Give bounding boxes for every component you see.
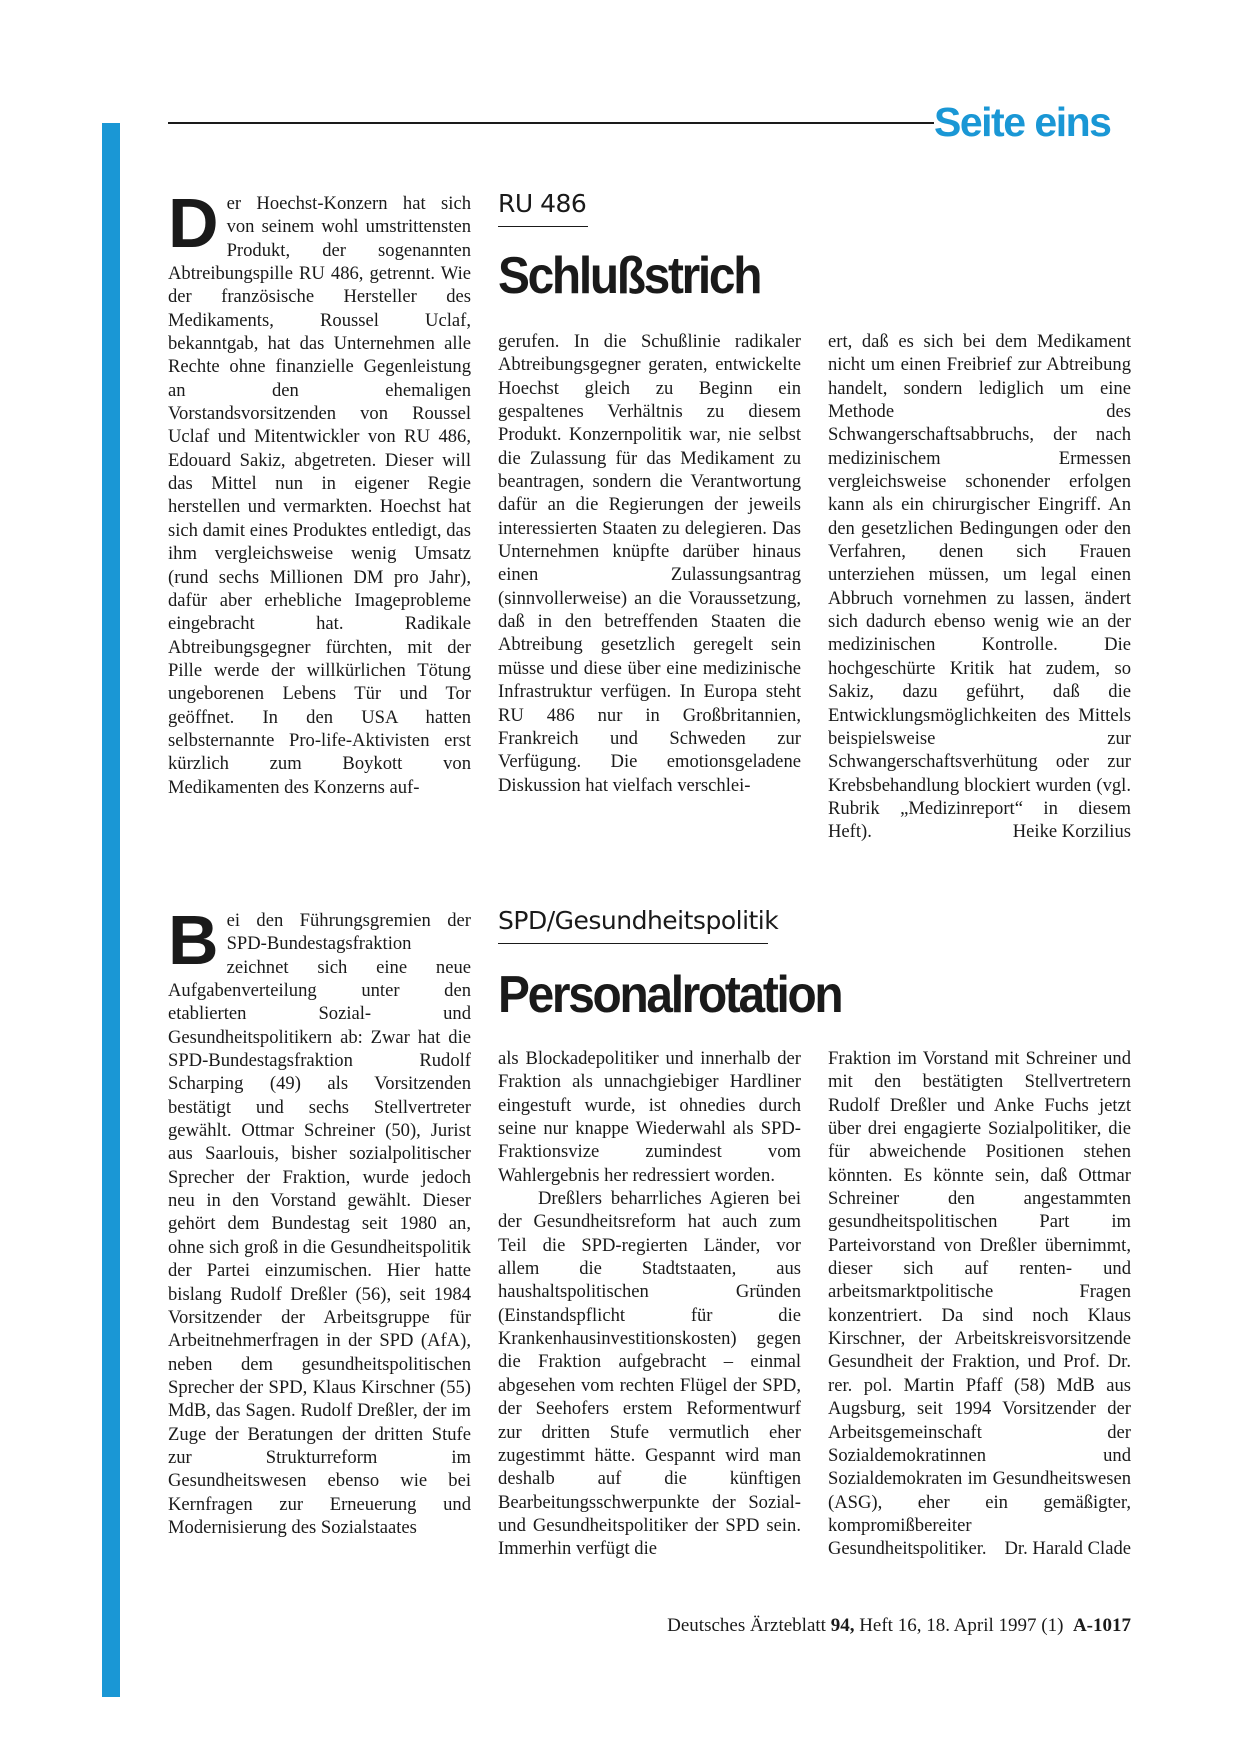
- article2-col2-paragraph-2: Dreßlers beharrliches Agieren bei der Gesundheitsreform hat auch zum Teil die SPD-regierten Länder, vor allem die Stadtstaaten, aus haushaltspolitischen Gründen (Einstandspflicht für die Krankenhausinvestitionskosten) gegen die Fraktion aufgebracht – einmal abgesehen vom rechten Flügel der SPD, der Seehofers erstem Reformentwurf zur dritten Stufe vermutlich eher zugestimmt hätte. Gespannt wird man deshalb auf die künftigen Bearbeitungsschwerpunkte der Sozial- und Gesundheitspolitiker der SPD sein. Immerhin verfügt die: [498, 1188, 801, 1560]
- article1-author: Heike Korzilius: [1012, 821, 1131, 843]
- article1-kicker: RU 486: [498, 189, 587, 218]
- section-title: Seite eins: [934, 99, 1111, 145]
- footer-journal: Deutsches Ärzteblatt: [667, 1615, 826, 1636]
- accent-side-bar: [102, 123, 120, 1697]
- article2-col3-text: Fraktion im Vorstand mit Schreiner und mit den bestätigten Stellvertretern Rudolf Dreßler und Anke Fuchs jetzt über drei engagierte Sozialpolitiker, die für abweichende Positionen stehen könnten. Es könnte sein, daß Ottmar Schreiner den angestammten gesundheitspolitischen Part im Parteivorstand von Dreßler übernimmt, dieser sich auf renten- und arbeitsmarktpolitische Fragen konzentriert. Da sind noch Klaus Kirschner, der Arbeitskreisvorsitzende Gesundheit der Fraktion, und Prof. Dr. rer. pol. Martin Pfaff (58) MdB aus Augsburg, seit 1994 Vorsitzender der Arbeitsgemeinschaft der Sozialdemokratinnen und Sozialdemokraten im Gesundheitswesen (ASG), eher ein gemäßigter, kompromißbereiter Gesundheitspolitiker.: [828, 1048, 1131, 1560]
- article1-dropcap: D: [168, 184, 219, 262]
- article2-col2-paragraph-1: als Blockadepolitiker und innerhalb der Fraktion als unnachgiebiger Hardliner eingestuft wurde, ist ohnedies durch seine nur knappe Wiederwahl als SPD-Fraktionsvize zumindest vom Wahlergebnis her redressiert worden.: [498, 1048, 801, 1186]
- article1-headline: Schlußstrich: [498, 247, 761, 305]
- article2-col1-text: ei den Führungsgremien der SPD-Bundestagsfraktion zeichnet sich eine neue Aufgabenverteilung unter den etablierten Sozial- und Gesundheitspolitikern ab: Zwar hat die SPD-Bundestagsfraktion Rudolf Scharping (49) als Vorsitzenden bestätigt und sechs Stellvertreter gewählt. Ottmar Schreiner (50), Jurist aus Saarlouis, bisher sozialpolitischer Sprecher der Fraktion, wurde jedoch neu in den Vorstand gewählt. Dieser gehört dem Bundestag seit 1980 an, ohne sich groß in die Gesundheitspolitik der Partei einzumischen. Hier hatte bislang Rudolf Dreßler (56), seit 1984 Vorsitzender der Arbeitsgruppe für Arbeitnehmerfragen in der SPD (AfA), neben dem gesundheitspolitischen Sprecher der SPD, Klaus Kirschner (55) MdB, das Sagen. Rudolf Dreßler, der im Zuge der Beratungen der dritten Stufe zur Strukturreform im Gesundheitswesen ebenso wie bei Kernfragen zur Erneuerung und Modernisierung des Sozialstaates: [168, 910, 471, 1538]
- article1-column-2: gerufen. In die Schußlinie radikaler Abtreibungsgegner geraten, entwickelte Hoechst gleich zu Beginn ein gespaltenes Verhältnis zu diesem Produkt. Konzernpolitik war, nie selbst die Zulassung für das Medikament zu beantragen, sondern die Verantwortung dafür an die Regierungen der jeweils interessierten Staaten zu delegieren. Das Unternehmen knüpfte darüber hinaus einen Zulassungsantrag (sinnvollerweise) an die Voraussetzung, daß in den betreffenden Staaten die Abtreibung gesetzlich geregelt sein müsse und diese über eine medizinische Infrastruktur verfügen. In Europa steht RU 486 nur in Großbritannien, Frankreich und Schweden zur Verfügung. Die emotionsgeladene Diskussion hat vielfach verschlei-: [498, 331, 801, 796]
- article1-column-1: [168, 184, 471, 799]
- article1-column-3: [828, 330, 1131, 844]
- article1-col1-text: er Hoechst-Konzern hat sich von seinem wohl umstrittensten Produkt, der sogenannten Abtreibungspille RU 486, getrennt. Wie der französische Hersteller des Medikaments, Roussel Uclaf, bekanntgab, hat das Unternehmen alle Rechte ohne finanzielle Gegenleistung an den ehemaligen Vorstandsvorsitzenden von Roussel Uclaf und Mitentwickler von RU 486, Edouard Sakiz, abgetreten. Dieser will das Mittel nun in eigener Regie herstellen und vermarkten. Hoechst hat sich damit eines Produktes entledigt, das ihm vergleichsweise wenig Umsatz (rund sechs Millionen DM pro Jahr), dafür aber erhebliche Imageprobleme eingebracht hat. Radikale Abtreibungsgegner fürchten, mit der Pille werde der willkürlichen Tötung ungeborenen Lebens Tür und Tor geöffnet. In den USA hatten selbsternannte Pro-life-Aktivisten erst kürzlich zum Boykott von Medikamenten des Konzerns auf-: [168, 193, 471, 798]
- footer-page-number: A-1017: [1072, 1615, 1131, 1636]
- article2-column-2: [498, 1047, 801, 1561]
- page-footer: [667, 1614, 1131, 1638]
- footer-volume: 94,: [830, 1615, 855, 1636]
- article2-column-3: [828, 1047, 1131, 1561]
- article1-col3-text: ert, daß es sich bei dem Medikament nicht um einen Freibrief zur Abtreibung handelt, sondern lediglich um eine Methode des Schwangerschaftsabbruchs, der nach medizinischem Ermessen vergleichsweise schonender erfolgen kann als ein chirurgischer Eingriff. An den gesetzlichen Bedingungen oder den Verfahren, denen sich Frauen unterziehen müssen, um legal einen Abbruch vornehmen zu lassen, ändert sich dadurch ebenso wenig wie an der medizinischen Kontrolle. Die hochgeschürte Kritik hat zudem, so Sakiz, dazu geführt, daß die Entwicklungsmöglichkeiten des Mittels beispielsweise zur Schwangerschaftsverhütung oder zur Krebsbehandlung blockiert wurden (vgl. Rubrik „Medizinreport“ in diesem Heft).: [828, 331, 1131, 843]
- article2-headline: Personalrotation: [498, 966, 842, 1024]
- footer-issue: Heft 16, 18. April 1997 (1): [859, 1615, 1064, 1636]
- article2-column-1: [168, 901, 471, 1539]
- article2-author: Dr. Harald Clade: [1004, 1538, 1131, 1560]
- header-rule: [168, 122, 934, 124]
- article2-kicker: SPD/Gesundheitspolitik: [498, 906, 779, 935]
- article2-dropcap: B: [168, 901, 219, 979]
- article1-kicker-rule: [498, 226, 588, 227]
- article2-kicker-rule: [498, 943, 768, 944]
